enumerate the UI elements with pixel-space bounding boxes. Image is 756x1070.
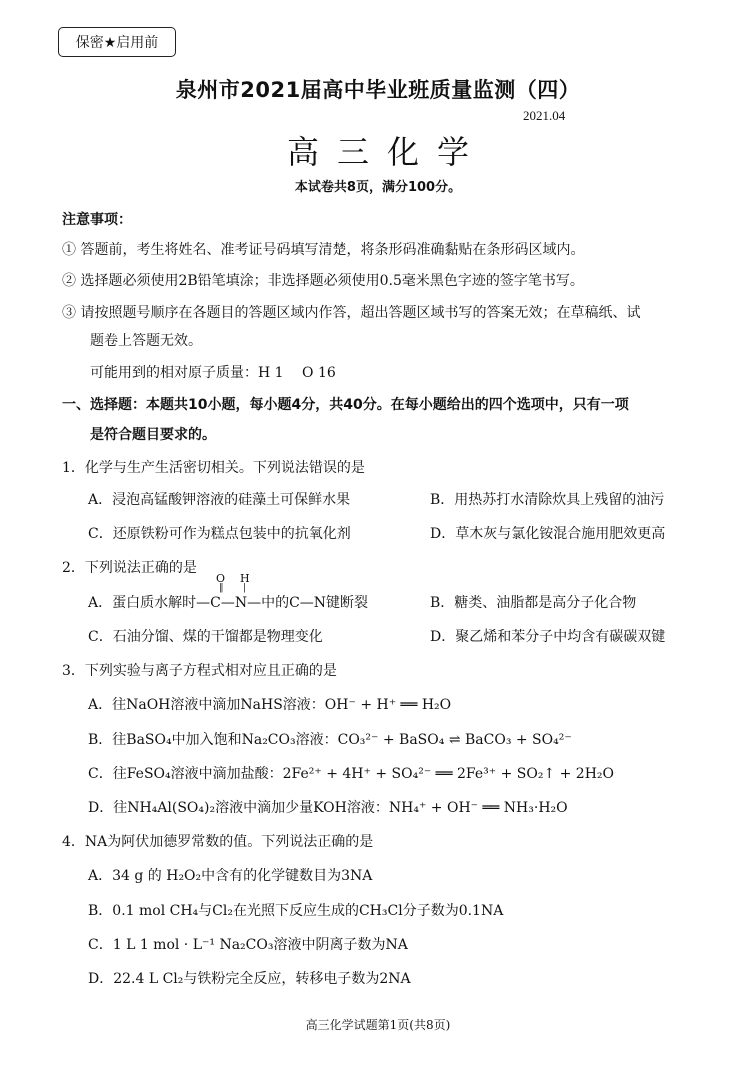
option-d: D．22.4 L Cl₂与铁粉完全反应，转移电子数为2NA <box>88 971 411 987</box>
option-b: B．往BaSO₄中加入饱和Na₂CO₃溶液：CO₃²⁻ + BaSO₄ ⇌ BaCO₃ + SO₄²⁻ <box>88 732 572 748</box>
section-heading-cont: 是符合题目要求的。 <box>90 427 216 443</box>
option-c: C．往FeSO₄溶液中滴加盐酸：2Fe²⁺ + 4H⁺ + SO₄²⁻ ══ 2Fe³⁺ + SO₂↑ + 2H₂O <box>88 766 614 782</box>
question-stem: 2．下列说法正确的是 <box>62 560 197 576</box>
note-item: ② 选择题必须使用2B铅笔填涂；非选择题必须使用0.5毫米黑色字迹的签字笔书写。 <box>62 273 584 289</box>
paper-info: 本试卷共8页，满分100分。 <box>294 180 462 195</box>
option-d: D．草木灰与氯化铵混合施用肥效更高 <box>430 526 666 542</box>
note-item: 题卷上答题无效。 <box>90 333 202 349</box>
struct-bond-o: ‖ <box>219 583 224 593</box>
note-item: ① 答题前，考生将姓名、准考证号码填写清楚，将条形码准确黏贴在条形码区域内。 <box>62 242 585 258</box>
atomic-mass-note: 可能用到的相对原子质量：H 1 O 16 <box>90 365 336 381</box>
option-b: B．糖类、油脂都是高分子化合物 <box>430 595 637 611</box>
section-heading: 一、选择题：本题共10小题，每小题4分，共40分。在每小题给出的四个选项中，只有一项 <box>62 397 629 413</box>
confidential-badge: 保密★启用前 <box>58 27 176 57</box>
option-b: B．用热苏打水清除炊具上残留的油污 <box>430 492 665 508</box>
struct-bond-h: | <box>243 583 247 593</box>
question-stem: 1．化学与生产生活密切相关。下列说法错误的是 <box>62 460 365 476</box>
option-d: D．聚乙烯和苯分子中均含有碳碳双键 <box>430 629 666 645</box>
option-a: A．往NaOH溶液中滴加NaHS溶液：OH⁻ + H⁺ ══ H₂O <box>88 697 452 713</box>
exam-title: 泉州市2021届高中毕业班质量监测（四） <box>175 78 581 102</box>
note-item: ③ 请按照题号顺序在各题目的答题区域内作答，超出答题区域书写的答案无效；在草稿纸、试 <box>62 305 641 321</box>
option-a: A．蛋白质水解时—C—N—中的C—N键断裂 <box>88 595 369 611</box>
option-c: C．还原铁粉可作为糕点包装中的抗氧化剂 <box>88 526 351 542</box>
option-a: A．34 g 的 H₂O₂中含有的化学键数目为3NA <box>88 868 373 884</box>
struct-hydrogen: H <box>240 572 250 585</box>
exam-date: 2021.04 <box>523 108 566 123</box>
question-stem: 4．NA为阿伏加德罗常数的值。下列说法正确的是 <box>62 834 374 850</box>
question-stem: 3．下列实验与离子方程式相对应且正确的是 <box>62 663 337 679</box>
page-footer: 高三化学试题第1页(共8页) <box>305 1018 451 1032</box>
option-c: C．石油分馏、煤的干馏都是物理变化 <box>88 629 323 645</box>
notes-heading: 注意事项： <box>62 212 132 228</box>
option-d: D．往NH₄Al(SO₄)₂溶液中滴加少量KOH溶液：NH₄⁺ + OH⁻ ══ NH₃·H₂O <box>88 800 568 816</box>
option-b: B．0.1 mol CH₄与Cl₂在光照下反应生成的CH₃Cl分子数为0.1NA <box>88 903 504 919</box>
subject-title: 高三化学 <box>286 133 487 171</box>
option-a: A．浸泡高锰酸钾溶液的硅藻土可保鲜水果 <box>88 492 351 508</box>
option-c: C．1 L 1 mol · L⁻¹ Na₂CO₃溶液中阴离子数为NA <box>88 937 408 953</box>
struct-oxygen: O <box>216 572 226 585</box>
